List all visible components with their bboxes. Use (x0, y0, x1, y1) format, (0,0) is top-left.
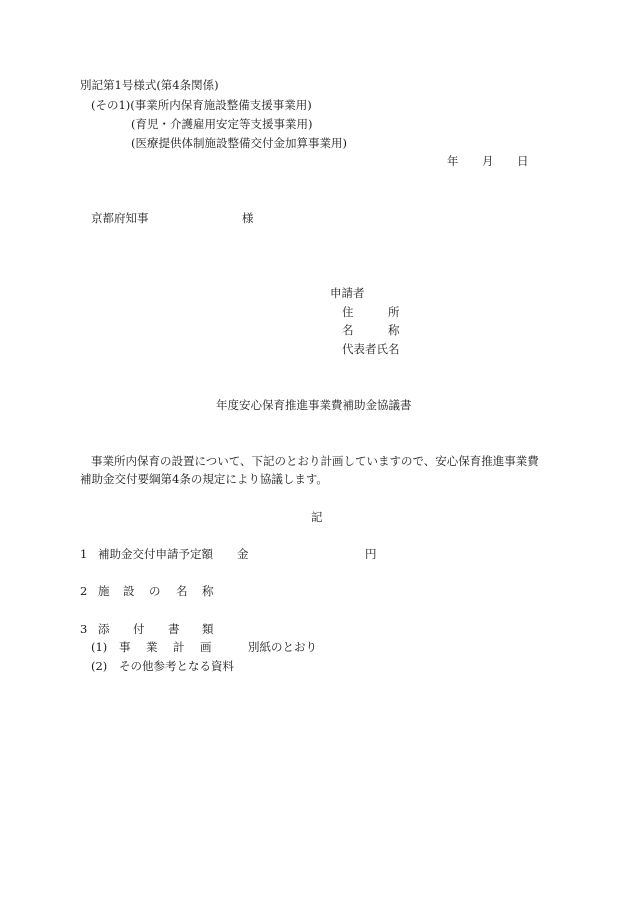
item1-number: 1 (80, 547, 88, 561)
sub1-value: 別紙のとおり (248, 640, 317, 654)
sub1-char-1: 事 (119, 640, 131, 654)
sub2-label: その他参考となる資料 (119, 659, 234, 673)
item2-char-2: 設 (123, 584, 135, 598)
sub1-char-4: 画 (200, 640, 212, 654)
item3-char-4: 類 (202, 622, 214, 636)
item2-number: 2 (80, 584, 88, 598)
date-year: 年 (447, 154, 459, 168)
form-subtitle-1: (その1)(事業所内保育施設整備支援事業用) (91, 98, 312, 112)
ki-heading: 記 (311, 510, 323, 524)
item2-char-1: 施 (98, 584, 110, 598)
applicant-address-char-1: 住 (342, 305, 354, 319)
date-month: 月 (482, 154, 494, 168)
addressee-honorific: 様 (242, 211, 254, 225)
item2-char-3: の (149, 584, 161, 598)
item3-char-3: 書 (168, 622, 180, 636)
applicant-heading: 申請者 (330, 286, 365, 300)
document-title: 年度安心保育推進事業費補助金協議書 (216, 398, 412, 412)
form-subtitle-3: (医療提供体制施設整備交付金加算事業用) (131, 136, 347, 150)
sub1-char-2: 業 (146, 640, 158, 654)
item1-label: 補助金交付申請予定額 (98, 547, 213, 561)
sub1-number: (1) (91, 640, 108, 654)
item1-yen: 円 (365, 547, 377, 561)
sub2-number: (2) (91, 659, 108, 673)
item1-kin: 金 (237, 547, 249, 561)
applicant-name-char-2: 称 (388, 323, 400, 337)
applicant-representative: 代表者氏名 (342, 342, 400, 356)
form-subtitle-2: (育児・介護雇用安定等支援事業用) (131, 117, 313, 131)
form-number: 別記第1号様式(第4条関係) (80, 78, 219, 92)
applicant-address-char-2: 所 (388, 305, 400, 319)
sub1-char-3: 計 (173, 640, 185, 654)
body-line-2: 補助金交付要綱第4条の規定により協議します。 (80, 472, 328, 486)
date-day: 日 (517, 154, 529, 168)
body-line-1: 事業所内保育の設置について、下記のとおり計画していますので、安心保育推進事業費 (91, 454, 539, 468)
addressee-name: 京都府知事 (91, 211, 149, 225)
item3-number: 3 (80, 622, 88, 636)
applicant-name-char-1: 名 (342, 323, 354, 337)
item3-char-1: 添 (98, 622, 110, 636)
item2-char-5: 称 (202, 584, 214, 598)
item2-char-4: 名 (176, 584, 188, 598)
item3-char-2: 付 (133, 622, 145, 636)
